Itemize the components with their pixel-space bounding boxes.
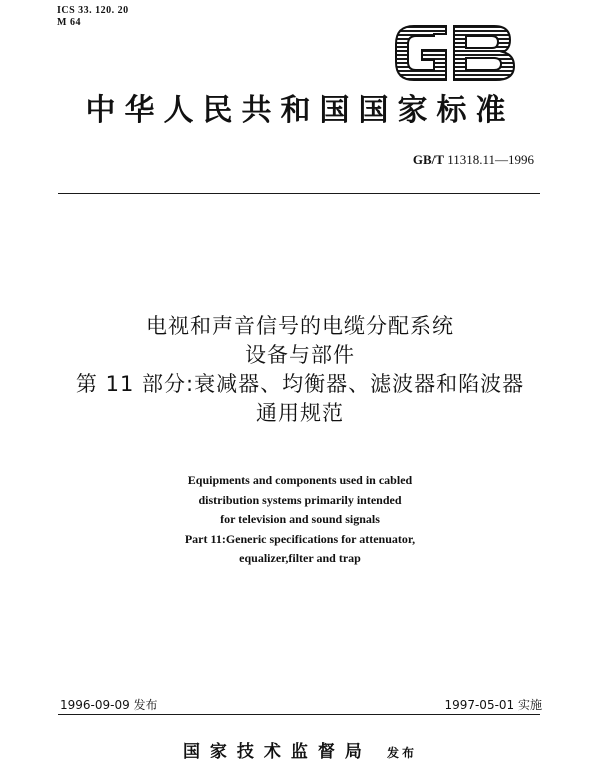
english-title-line: distribution systems primarily intended bbox=[198, 492, 402, 507]
header-divider bbox=[58, 193, 540, 194]
gb-logo-icon bbox=[390, 14, 520, 92]
chinese-title-line: 电视和声音信号的电缆分配系统 bbox=[146, 314, 454, 338]
standard-code: 11318.11—1996 bbox=[447, 152, 534, 167]
chinese-title-line: 通用规范 bbox=[256, 401, 344, 425]
english-title-line: Part 11:Generic specifications for attenuator, bbox=[184, 531, 416, 546]
chinese-title-line: 设备与部件 bbox=[245, 343, 355, 367]
english-title-line: for television and sound signals bbox=[220, 512, 380, 526]
english-title-line: Equipments and components used in cabled bbox=[187, 473, 413, 487]
issuing-authority: 国家技术监督局 bbox=[182, 742, 372, 762]
ics-classification bbox=[57, 5, 129, 29]
english-title bbox=[0, 471, 600, 569]
issue-action: 发布 bbox=[387, 746, 418, 760]
standard-organization-title: 中华人民共和国国家标准 bbox=[85, 93, 515, 128]
standard-number bbox=[413, 152, 534, 168]
standard-prefix: GB/T bbox=[412, 152, 444, 167]
chinese-title bbox=[0, 312, 600, 428]
issuer-line bbox=[0, 737, 600, 762]
implementation-date: 1997-05-01 实施 bbox=[444, 698, 542, 712]
footer-divider bbox=[58, 714, 540, 715]
ics-code: ICS 33. 120. 20 bbox=[57, 5, 129, 16]
english-title-line: equalizer,filter and trap bbox=[239, 551, 361, 565]
chinese-title-line: 第 11 部分:衰减器、均衡器、滤波器和陷波器 bbox=[75, 372, 525, 396]
ccs-code: M 64 bbox=[57, 17, 81, 28]
issue-date: 1996-09-09 发布 bbox=[60, 698, 158, 712]
